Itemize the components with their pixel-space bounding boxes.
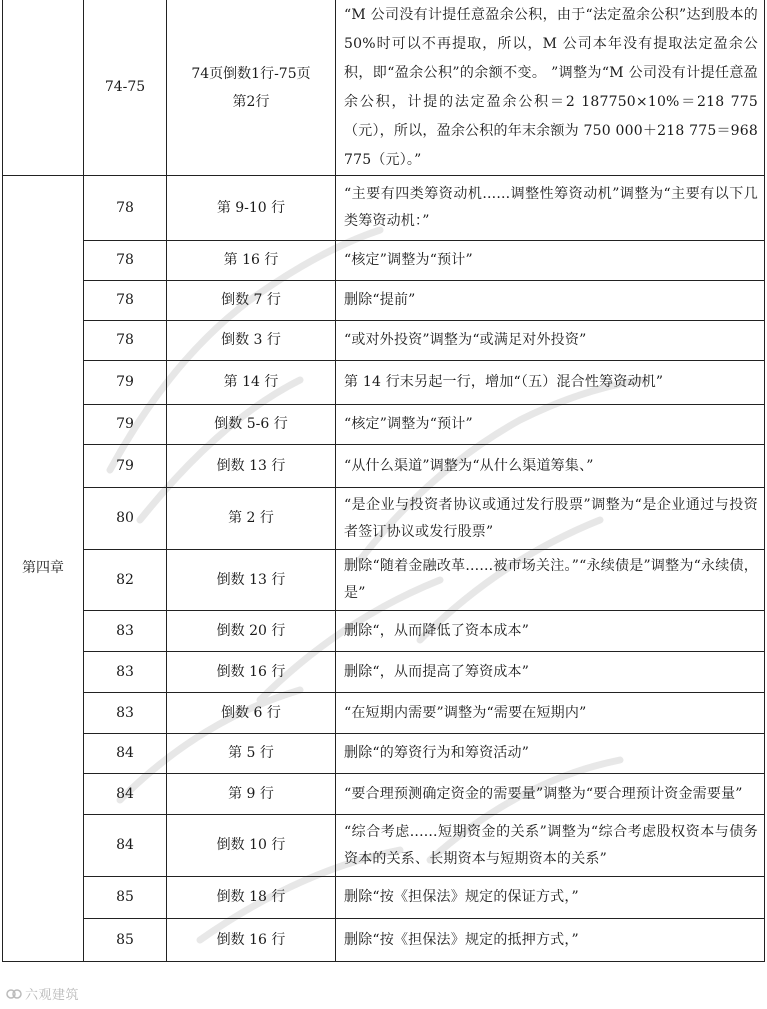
table-row xyxy=(3,445,765,488)
page-cell: 85 xyxy=(84,877,167,919)
change-cell: 删除“，从而提高了筹资成本” xyxy=(336,652,765,693)
chapter-cell xyxy=(3,0,84,176)
change-cell: 删除“按《担保法》规定的抵押方式，” xyxy=(336,919,765,962)
change-cell: “在短期内需要”调整为“需要在短期内” xyxy=(336,693,765,734)
location-cell: 第 9-10 行 xyxy=(167,176,336,241)
location-cell: 倒数 18 行 xyxy=(167,877,336,919)
change-cell: 删除“，从而降低了资本成本” xyxy=(336,611,765,652)
location-cell: 第 5 行 xyxy=(167,734,336,774)
change-cell: “M 公司没有计提任意盈余公积，由于“法定盈余公积”达到股本的 50%时可以不再提取，所以，M 公司本年没有提取法定盈余公积，即“盈余公积”的余额不变。 ”调整为“M 公司没有计提任意盈余公积，计提的法定盈余公积＝2 187750×10%＝218 775（元），所以，盈余公积的年末余额为 750 000＋218 775＝968 775（元）。” xyxy=(336,0,765,176)
change-cell: “是企业与投资者协议或通过发行股票”调整为“是企业通过与投资者签订协议或发行股票” xyxy=(336,488,765,550)
location-cell: 倒数 7 行 xyxy=(167,281,336,321)
table-row xyxy=(3,693,765,734)
table-row xyxy=(3,877,765,919)
table-row xyxy=(3,321,765,361)
location-cell: 第 16 行 xyxy=(167,241,336,281)
page-cell: 84 xyxy=(84,734,167,774)
page-cell: 79 xyxy=(84,445,167,488)
table-row xyxy=(3,611,765,652)
table-row xyxy=(3,734,765,774)
change-cell: 第 14 行末另起一行，增加“（五）混合性筹资动机” xyxy=(336,361,765,405)
logo-text: 六观建筑 xyxy=(25,988,80,1003)
location-cell: 74页倒数1行-75页第2行 xyxy=(167,0,336,176)
page-cell: 79 xyxy=(84,361,167,405)
logo-mark-icon xyxy=(6,987,22,1001)
chapter-cell: 第四章 xyxy=(3,176,84,962)
location-cell: 第 14 行 xyxy=(167,361,336,405)
page-cell: 79 xyxy=(84,405,167,445)
change-cell: “主要有四类筹资动机......调整性筹资动机”调整为“主要有以下几类筹资动机：” xyxy=(336,176,765,241)
location-cell: 倒数 6 行 xyxy=(167,693,336,734)
location-cell: 倒数 10 行 xyxy=(167,815,336,877)
page-cell: 84 xyxy=(84,815,167,877)
location-cell: 第 9 行 xyxy=(167,774,336,815)
location-cell: 倒数 3 行 xyxy=(167,321,336,361)
page-cell: 78 xyxy=(84,176,167,241)
change-cell: “综合考虑......短期资金的关系”调整为“综合考虑股权资本与债务资本的关系、长期资本与短期资本的关系” xyxy=(336,815,765,877)
location-cell: 倒数 16 行 xyxy=(167,652,336,693)
table-row xyxy=(3,405,765,445)
table-row xyxy=(3,281,765,321)
change-cell: 删除“提前” xyxy=(336,281,765,321)
location-cell: 倒数 13 行 xyxy=(167,445,336,488)
table-row xyxy=(3,774,765,815)
change-cell: “核定”调整为“预计” xyxy=(336,405,765,445)
change-cell: 删除“按《担保法》规定的保证方式，” xyxy=(336,877,765,919)
page-cell: 78 xyxy=(84,241,167,281)
page-cell: 84 xyxy=(84,774,167,815)
page-cell: 82 xyxy=(84,550,167,611)
change-cell: 删除“随着金融改革......被市场关注。”“永续债是”调整为“永续债，是” xyxy=(336,550,765,611)
table-row xyxy=(3,815,765,877)
page-cell: 85 xyxy=(84,919,167,962)
table-row xyxy=(3,176,765,241)
change-cell: “从什么渠道”调整为“从什么渠道筹集、” xyxy=(336,445,765,488)
page-cell: 78 xyxy=(84,281,167,321)
errata-table xyxy=(2,0,765,962)
page-cell: 78 xyxy=(84,321,167,361)
table-row xyxy=(3,488,765,550)
change-cell: 删除“的筹资行为和筹资活动” xyxy=(336,734,765,774)
location-cell: 倒数 20 行 xyxy=(167,611,336,652)
table-row xyxy=(3,361,765,405)
page-cell: 83 xyxy=(84,693,167,734)
table-row xyxy=(3,0,765,176)
page-cell: 80 xyxy=(84,488,167,550)
location-cell: 倒数 5-6 行 xyxy=(167,405,336,445)
table-row xyxy=(3,241,765,281)
location-cell: 倒数 16 行 xyxy=(167,919,336,962)
page-cell: 74-75 xyxy=(84,0,167,176)
location-cell: 第 2 行 xyxy=(167,488,336,550)
table-row xyxy=(3,919,765,962)
change-cell: “或对外投资”调整为“或满足对外投资” xyxy=(336,321,765,361)
corner-logo xyxy=(6,984,79,1003)
location-cell: 倒数 13 行 xyxy=(167,550,336,611)
table-row xyxy=(3,652,765,693)
change-cell: “核定”调整为“预计” xyxy=(336,241,765,281)
page-cell: 83 xyxy=(84,611,167,652)
table-row xyxy=(3,550,765,611)
page-cell: 83 xyxy=(84,652,167,693)
change-cell: “要合理预测确定资金的需要量”调整为“要合理预计资金需要量” xyxy=(336,774,765,815)
